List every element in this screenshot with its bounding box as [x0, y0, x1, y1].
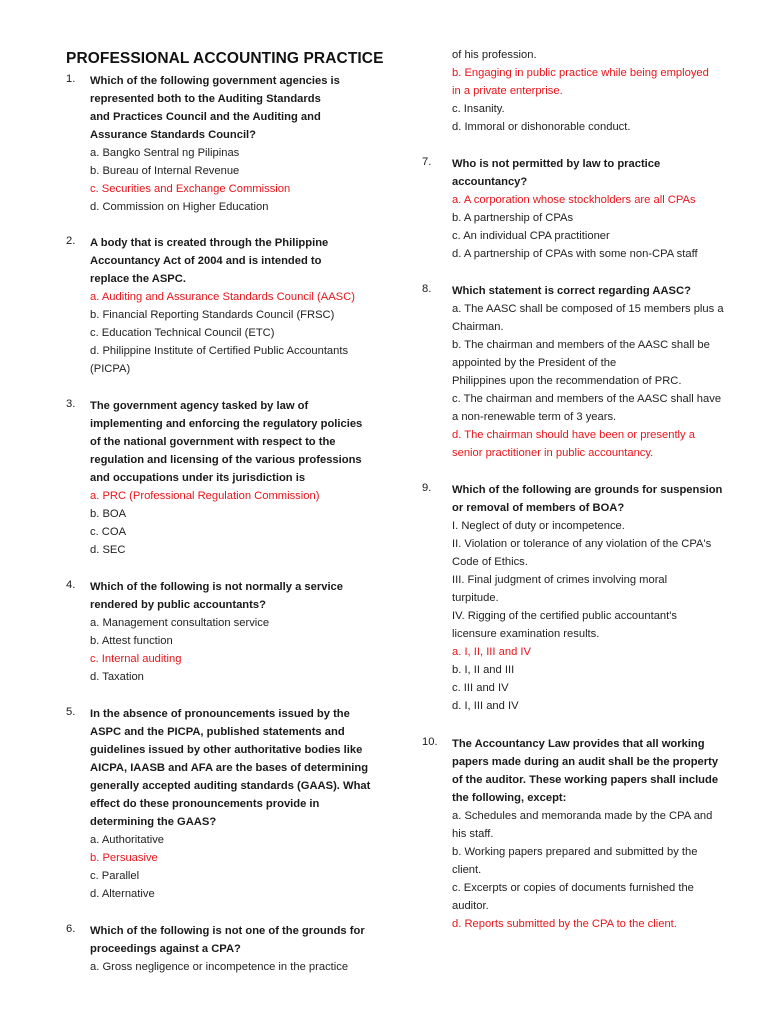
answer-option: d. Taxation: [90, 671, 144, 683]
answer-option: licensure examination results.: [452, 628, 600, 640]
question-text-line: ASPC and the PICPA, published statements and: [90, 726, 345, 738]
question-text-line: Accountancy Act of 2004 and is intended to: [90, 255, 322, 267]
answer-option: c. Insanity.: [452, 103, 505, 115]
answer-option: b. Attest function: [90, 635, 173, 647]
answer-option: IV. Rigging of the certified public accountant's: [452, 610, 677, 622]
answer-option: c. Parallel: [90, 870, 140, 882]
question-number: 2.: [66, 235, 76, 247]
question-text-line: Assurance Standards Council?: [90, 129, 256, 141]
answer-option-correct: a. PRC (Professional Regulation Commission): [90, 490, 320, 502]
answer-option: a. Authoritative: [90, 834, 165, 846]
question-text-line: Who is not permitted by law to practice: [452, 158, 661, 170]
question-text-line: rendered by public accountants?: [90, 599, 266, 611]
answer-option: II. Violation or tolerance of any violation of the CPA's: [452, 538, 712, 550]
question-text-line: implementing and enforcing the regulatory policies: [90, 418, 363, 430]
answer-option: c. III and IV: [452, 682, 509, 694]
question-text-line: the following, except:: [452, 792, 567, 804]
question-number: 1.: [66, 73, 76, 85]
question-text-line: determining the GAAS?: [90, 816, 217, 828]
question-text-line: The government agency tasked by law of: [90, 400, 309, 412]
answer-option: d. SEC: [90, 544, 126, 556]
question-text-line: regulation and licensing of the various professions: [90, 454, 362, 466]
question-text-line: A body that is created through the Philippine: [90, 237, 329, 249]
answer-option: d. I, III and IV: [452, 700, 519, 712]
answer-option: c. An individual CPA practitioner: [452, 230, 610, 242]
question-number: 8.: [422, 283, 432, 295]
question-text-line: represented both to the Auditing Standards: [90, 93, 321, 105]
question-text-line: AICPA, IAASB and AFA are the bases of determining: [90, 762, 369, 774]
answer-option: turpitude.: [452, 592, 499, 604]
answer-option-correct: b. Persuasive: [90, 852, 158, 864]
answer-option-correct: d. The chairman should have been or presently a: [452, 429, 695, 441]
question-text-line: Which of the following are grounds for suspension: [452, 484, 723, 496]
page-title: PROFESSIONAL ACCOUNTING PRACTICE: [66, 50, 384, 67]
question-text-line: The Accountancy Law provides that all working: [452, 738, 705, 750]
answer-option-correct: a. A corporation whose stockholders are all CPAs: [452, 194, 696, 206]
answer-option: appointed by the President of the: [452, 357, 617, 369]
question-text-line: effect do these pronouncements provide in: [90, 798, 320, 810]
question-text-line: of the national government with respect to the: [90, 436, 336, 448]
answer-option: a. Schedules and memoranda made by the CPA and: [452, 810, 713, 822]
answer-option: a. Bangko Sentral ng Pilipinas: [90, 147, 240, 159]
answer-option: of his profession.: [452, 49, 537, 61]
question-text-line: and Practices Council and the Auditing and: [90, 111, 321, 123]
answer-option: b. BOA: [90, 508, 127, 520]
answer-option: c. The chairman and members of the AASC shall have: [452, 393, 722, 405]
question-number: 9.: [422, 482, 432, 494]
answer-option: a. The AASC shall be composed of 15 members plus a: [452, 303, 724, 315]
question-text-line: of the auditor. These working papers shall include: [452, 774, 719, 786]
question-text-line: proceedings against a CPA?: [90, 943, 241, 955]
question-text-line: accountancy?: [452, 176, 528, 188]
question-number: 5.: [66, 706, 76, 718]
question-text-line: Which of the following is not one of the grounds for: [90, 925, 365, 937]
answer-option: Chairman.: [452, 321, 504, 333]
answer-option: I. Neglect of duty or incompetence.: [452, 520, 625, 532]
answer-option: d. Commission on Higher Education: [90, 201, 269, 213]
answer-option: b. Bureau of Internal Revenue: [90, 165, 240, 177]
answer-option: (PICPA): [90, 363, 131, 375]
answer-option: b. The chairman and members of the AASC shall be: [452, 339, 710, 351]
answer-option: III. Final judgment of crimes involving moral: [452, 574, 668, 586]
answer-option-correct: d. Reports submitted by the CPA to the client.: [452, 918, 677, 930]
answer-option: c. COA: [90, 526, 127, 538]
question-text-line: and occupations under its jurisdiction is: [90, 472, 306, 484]
answer-option: c. Excerpts or copies of documents furnished the: [452, 882, 694, 894]
question-number: 7.: [422, 156, 432, 168]
answer-option-correct: in a private enterprise.: [452, 85, 563, 97]
question-text-line: In the absence of pronouncements issued by the: [90, 708, 350, 720]
question-text-line: Which of the following government agencies is: [90, 75, 340, 87]
answer-option: d. Philippine Institute of Certified Public Accountants: [90, 345, 349, 357]
answer-option: a. Management consultation service: [90, 617, 270, 629]
answer-option: d. Alternative: [90, 888, 155, 900]
question-text-line: or removal of members of BOA?: [452, 502, 625, 514]
answer-option-correct: senior practitioner in public accountancy.: [452, 447, 654, 459]
answer-option: b. Working papers prepared and submitted by the: [452, 846, 698, 858]
question-number: 4.: [66, 579, 76, 591]
answer-option: d. Immoral or dishonorable conduct.: [452, 121, 631, 133]
question-number: 3.: [66, 398, 76, 410]
answer-option: auditor.: [452, 900, 489, 912]
answer-option: Philippines upon the recommendation of PRC.: [452, 375, 682, 387]
answer-option: Code of Ethics.: [452, 556, 528, 568]
question-number: 6.: [66, 923, 76, 935]
question-text-line: generally accepted auditing standards (GAAS). What: [90, 780, 371, 792]
answer-option-correct: c. Securities and Exchange Commission: [90, 183, 291, 195]
answer-option: his staff.: [452, 828, 494, 840]
answer-option: b. A partnership of CPAs: [452, 212, 574, 224]
answer-option: b. I, II and III: [452, 664, 515, 676]
question-text-line: guidelines issued by other authoritative bodies like: [90, 744, 363, 756]
answer-option-correct: a. Auditing and Assurance Standards Council (AASC): [90, 291, 355, 303]
question-text-line: replace the ASPC.: [90, 273, 186, 285]
answer-option: a. Gross negligence or incompetence in the practice: [90, 961, 349, 973]
question-number: 10.: [422, 736, 438, 748]
question-text-line: papers made during an audit shall be the property: [452, 756, 719, 768]
answer-option: b. Financial Reporting Standards Council (FRSC): [90, 309, 335, 321]
answer-option: d. A partnership of CPAs with some non-CPA staff: [452, 248, 698, 260]
answer-option-correct: a. I, II, III and IV: [452, 646, 531, 658]
question-text-line: Which statement is correct regarding AASC?: [452, 285, 691, 297]
answer-option-correct: b. Engaging in public practice while being employed: [452, 67, 709, 79]
answer-option: client.: [452, 864, 482, 876]
answer-option-correct: c. Internal auditing: [90, 653, 182, 665]
answer-option: a non-renewable term of 3 years.: [452, 411, 617, 423]
question-text-line: Which of the following is not normally a service: [90, 581, 343, 593]
answer-option: c. Education Technical Council (ETC): [90, 327, 275, 339]
